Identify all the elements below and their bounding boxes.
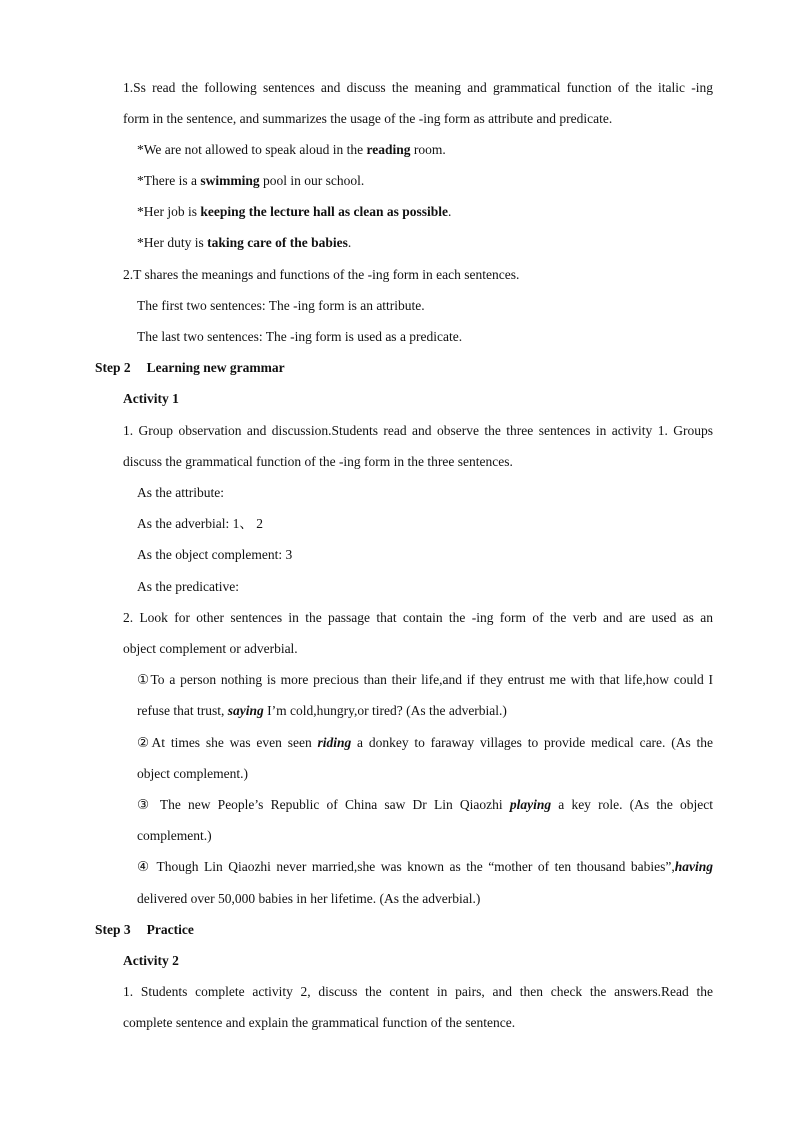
example-sentence-3: *Her job is keeping the lecture hall as clean as possible. <box>137 204 452 219</box>
step2-title: Learning new grammar <box>146 360 285 375</box>
example-keyword: taking care of the babies <box>207 235 348 250</box>
example-sentence-4: *Her duty is taking care of the babies. <box>137 235 352 250</box>
ing-form: having <box>674 859 713 874</box>
passage-example-2-line1: ②At times she was even seen riding a donkey to faraway villages to provide medical care. (As the <box>137 735 713 750</box>
example-sentence-1: *We are not allowed to speak aloud in the reading room. <box>137 142 446 157</box>
ing-form: riding <box>317 735 352 750</box>
task2-line3: The last two sentences: The -ing form is used as a predicate. <box>137 329 463 344</box>
step3-label: Step 3 <box>95 922 131 937</box>
step3-heading <box>95 921 194 939</box>
answer-attribute: As the attribute: <box>137 485 224 500</box>
activity2-title: Activity 2 <box>123 953 179 968</box>
passage-example-4-line1: ④ Though Lin Qiaozhi never married,she was known as the “mother of ten thousand babies”,having <box>137 859 713 874</box>
activity1-p1-line2: discuss the grammatical function of the -ing form in the three sentences. <box>123 454 513 469</box>
ing-form: playing <box>509 797 552 812</box>
activity1-p1-line1: 1. Group observation and discussion.Students read and observe the three sentences in activity 1. Groups <box>123 423 713 438</box>
example-keyword: keeping the lecture hall as clean as possible <box>200 204 449 219</box>
ing-form: saying <box>227 703 264 718</box>
answer-predicative: As the predicative: <box>137 579 239 594</box>
task1-line1: 1.Ss read the following sentences and discuss the meaning and grammatical function of the italic -ing <box>123 80 713 95</box>
activity2-line2: complete sentence and explain the grammatical function of the sentence. <box>123 1015 516 1030</box>
passage-example-1-line2: refuse that trust, saying I’m cold,hungry,or tired? (As the adverbial.) <box>137 703 507 718</box>
task2-line2: The first two sentences: The -ing form is an attribute. <box>137 298 425 313</box>
activity1-p2-line2: object complement or adverbial. <box>123 641 298 656</box>
step2-label: Step 2 <box>95 360 131 375</box>
passage-example-3-line1: ③ The new People’s Republic of China saw Dr Lin Qiaozhi playing a key role. (As the object <box>137 797 713 812</box>
step2-heading <box>95 359 285 377</box>
step3-title: Practice <box>146 922 194 937</box>
passage-example-3-line2: complement.) <box>137 828 212 843</box>
passage-example-1-line1: ①To a person nothing is more precious than their life,and if they entrust me with that life,how could I <box>137 672 713 687</box>
task1-line2: form in the sentence, and summarizes the usage of the -ing form as attribute and predicate. <box>123 111 613 126</box>
task2-line1: 2.T shares the meanings and functions of the -ing form in each sentences. <box>123 267 520 282</box>
example-keyword: swimming <box>200 173 260 188</box>
answer-object-complement: As the object complement: 3 <box>137 547 293 562</box>
example-keyword: reading <box>366 142 411 157</box>
activity2-line1: 1. Students complete activity 2, discuss the content in pairs, and then check the answers.Read the <box>123 984 713 999</box>
passage-example-2-line2: object complement.) <box>137 766 248 781</box>
passage-example-4-line2: delivered over 50,000 babies in her lifetime. (As the adverbial.) <box>137 891 481 906</box>
answer-adverbial: As the adverbial: 1、 2 <box>137 516 263 531</box>
example-sentence-2: *There is a swimming pool in our school. <box>137 173 365 188</box>
activity1-p2-line1: 2. Look for other sentences in the passage that contain the -ing form of the verb and are used as an <box>123 610 713 625</box>
activity1-title: Activity 1 <box>123 391 179 406</box>
